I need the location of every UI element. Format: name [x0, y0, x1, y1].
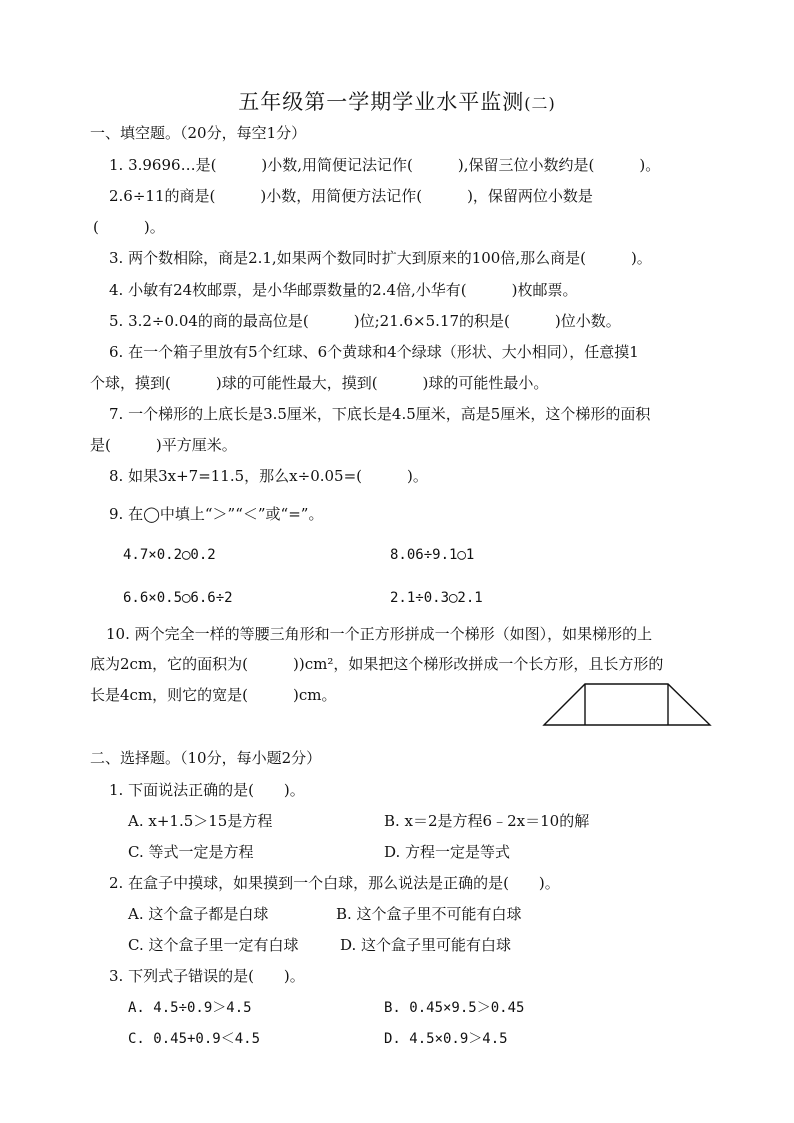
q2-1-option-d[interactable]: D. 方程一定是等式 [384, 843, 511, 861]
section1-heading: 一、填空题。（20分，每空1分） [90, 124, 307, 142]
page-title [0, 86, 794, 116]
q2-3-option-a[interactable]: A. 4.5÷0.9＞4.5 [128, 1000, 252, 1016]
q1-4-line: 4. 小敏有24枚邮票，是小华邮票数量的2.4倍,小华有( )枚邮票。 [109, 281, 578, 299]
q1-7-line-cont: 是( )平方厘米。 [90, 436, 237, 454]
q1-6-line-cont: 个球，摸到( )球的可能性最大，摸到( )球的可能性最小。 [90, 374, 549, 392]
q1-2-line: 2.6÷11的商是( )小数，用简便方法记作( )，保留两位小数是 [109, 187, 593, 205]
q1-1-line: 1. 3.9696…是( )小数,用简便记法记作( ),保留三位小数约是( )。 [109, 156, 661, 174]
section2-heading: 二、选择题。（10分，每小题2分） [90, 749, 322, 767]
q2-1-option-b[interactable]: B. x＝2是方程6﹣2x＝10的解 [384, 812, 590, 830]
q2-2-stem: 2. 在盒子中摸球，如果摸到一个白球，那么说法是正确的是( )。 [109, 874, 560, 892]
q1-5-line: 5. 3.2÷0.04的商的最高位是( )位;21.6×5.17的积是( )位小数。 [109, 312, 621, 330]
q1-7-line: 7. 一个梯形的上底长是3.5厘米，下底长是4.5厘米，高是5厘米，这个梯形的面积 [109, 405, 651, 423]
q2-3-option-c[interactable]: C. 0.45+0.9＜4.5 [128, 1031, 261, 1047]
title-suffix: (二) [524, 94, 556, 113]
q2-2-option-b[interactable]: B. 这个盒子里不可能有白球 [336, 905, 522, 923]
q1-3-line: 3. 两个数相除，商是2.1,如果两个数同时扩大到原来的100倍,那么商是( )。 [109, 249, 652, 267]
compare-item-c: 6.6×0.5◯6.6÷2 [123, 590, 233, 606]
q2-3-option-d[interactable]: D. 4.5×0.9＞4.5 [384, 1031, 508, 1047]
q2-1-option-a[interactable]: A. x+1.5＞15是方程 [128, 812, 273, 830]
trapezoid-figure [540, 680, 716, 730]
q2-1-stem: 1. 下面说法正确的是( )。 [109, 781, 305, 799]
title-main: 五年级第一学期学业水平监测 [238, 90, 525, 114]
q1-8-line: 8. 如果3x+7=11.5，那么x÷0.05=( )。 [109, 467, 428, 485]
q1-9-line: 9. 在◯中填上“＞”“＜”或“=”。 [109, 505, 324, 523]
compare-item-d: 2.1÷0.3◯2.1 [390, 590, 483, 606]
q1-10-line: 10. 两个完全一样的等腰三角形和一个正方形拼成一个梯形（如图），如果梯形的上 [106, 625, 653, 643]
q1-2-line-cont: ( )。 [93, 218, 165, 236]
compare-item-b: 8.06÷9.1◯1 [390, 547, 475, 563]
q1-10-line-cont2: 长是4cm，则它的宽是( )cm。 [90, 686, 337, 704]
q2-2-option-a[interactable]: A. 这个盒子都是白球 [128, 905, 269, 923]
q2-2-option-c[interactable]: C. 这个盒子里一定有白球 [128, 936, 299, 954]
q1-6-line: 6. 在一个箱子里放有5个红球、6个黄球和4个绿球（形状、大小相同），任意摸1 [109, 343, 639, 361]
q1-10-line-cont1: 底为2cm，它的面积为( ))cm²，如果把这个梯形改拼成一个长方形，且长方形的 [90, 655, 664, 673]
q2-1-option-c[interactable]: C. 等式一定是方程 [128, 843, 254, 861]
compare-item-a: 4.7×0.2◯0.2 [123, 547, 216, 563]
q2-3-option-b[interactable]: B. 0.45×9.5＞0.45 [384, 1000, 525, 1016]
q2-2-option-d[interactable]: D. 这个盒子里可能有白球 [340, 936, 512, 954]
q2-3-stem: 3. 下列式子错误的是( )。 [109, 967, 305, 985]
